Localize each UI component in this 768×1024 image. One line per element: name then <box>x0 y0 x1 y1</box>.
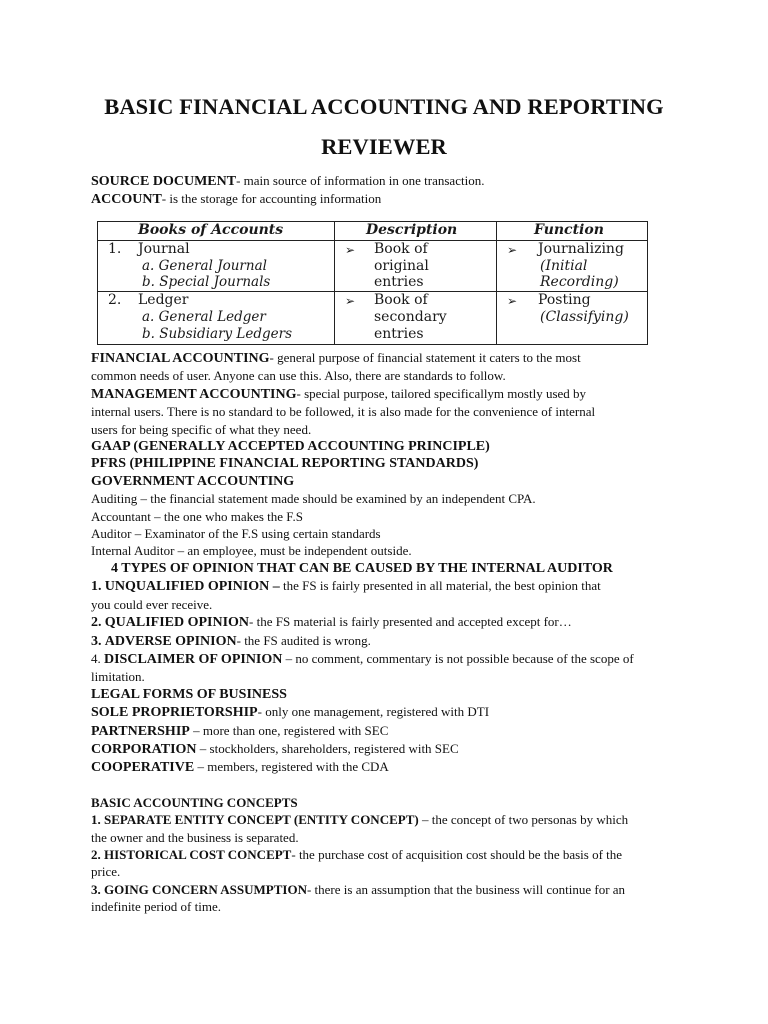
heading-government-accounting: GOVERNMENT ACCOUNTING <box>91 473 295 489</box>
table-column-divider <box>334 222 335 344</box>
concept-1-text-2: the owner and the business is separated. <box>91 829 299 845</box>
row2-description-3: entries <box>374 326 424 342</box>
intro-definitions <box>91 172 691 209</box>
term-sole-proprietorship: SOLE PROPRIETORSHIP <box>91 705 258 721</box>
opinion-1-term: UNQUALIFIED OPINION – <box>104 579 280 595</box>
auditor-line: Auditor – Examinator of the F.S using certain standards <box>91 526 381 542</box>
opinion-3-term: ADVERSE OPINION <box>104 633 237 649</box>
row2-function-2: (Classifying) <box>540 309 629 325</box>
concept-3-text-2: indefinite period of time. <box>91 899 221 915</box>
row2-subitem-a: a. General Ledger <box>142 309 266 325</box>
row1-function-arrow-icon: ➢ <box>507 243 518 257</box>
opinion-2-text: - the FS material is fairly presented and accepted except for… <box>249 614 572 630</box>
row1-description-3: entries <box>374 274 424 290</box>
def-management-accounting-1: - special purpose, tailored specificallym mostly used by <box>296 385 587 401</box>
opinion-1-number: 1. <box>91 579 102 595</box>
concept-2-text-2: price. <box>91 864 121 880</box>
heading-legal-forms: LEGAL FORMS OF BUSINESS <box>91 686 287 702</box>
row1-description-2: original <box>374 258 429 274</box>
def-source-document: - main source of information in one transaction. <box>236 173 485 188</box>
header-books-of-accounts: Books of Accounts <box>138 222 284 238</box>
concept-1-text: – the concept of two personas by which <box>418 812 629 828</box>
accountant-line: Accountant – the one who makes the F.S <box>91 508 303 524</box>
opinion-4-term: DISCLAIMER OF OPINION <box>104 651 283 667</box>
def-sole-proprietorship: - only one management, registered with DTI <box>257 704 490 720</box>
opinion-2-number: 2. <box>91 615 102 631</box>
term-corporation: CORPORATION <box>91 741 197 757</box>
books-of-accounts-table <box>97 221 648 345</box>
main-body <box>91 349 691 916</box>
row1-book: Journal <box>138 241 190 257</box>
row1-description-1: Book of <box>374 241 428 257</box>
row1-function-1: Journalizing <box>538 241 624 257</box>
opinion-1-text: the FS is fairly presented in all material, the best opinion that <box>279 578 601 594</box>
opinion-2-term: QUALIFIED OPINION <box>104 615 250 631</box>
table-column-divider <box>496 222 497 344</box>
concept-2-text: - the purchase cost of acquisition cost should be the basis of the <box>291 846 623 862</box>
row2-function-1: Posting <box>538 292 591 308</box>
row2-function-arrow-icon: ➢ <box>507 294 518 308</box>
header-description: Description <box>366 222 458 238</box>
def-management-accounting-3: users for being specific of what they need. <box>91 421 312 437</box>
opinion-4-text: – no comment, commentary is not possible because of the scope of <box>282 650 634 666</box>
opinion-4-number: 4. <box>91 650 101 666</box>
def-partnership: – more than one, registered with SEC <box>189 722 389 738</box>
opinion-3-number: 3. <box>91 633 102 649</box>
concept-3-text: - there is an assumption that the business will continue for an <box>306 881 626 897</box>
concept-3-term: 3. GOING CONCERN ASSUMPTION <box>91 881 307 897</box>
concept-1-term: 1. SEPARATE ENTITY CONCEPT (ENTITY CONCEPT) <box>91 812 419 828</box>
term-partnership: PARTNERSHIP <box>91 723 190 739</box>
def-financial-accounting-2: common needs of user. Anyone can use this. Also, there are standards to follow. <box>91 368 506 384</box>
def-corporation: – stockholders, shareholders, registered with SEC <box>196 740 459 756</box>
internal-auditor-line: Internal Auditor – an employee, must be independent outside. <box>91 543 412 559</box>
row1-subitem-b: b. Special Journals <box>142 274 271 290</box>
row2-description-arrow-icon: ➢ <box>345 294 356 308</box>
row2-description-2: secondary <box>374 309 447 325</box>
document-title-line2: REVIEWER <box>321 134 447 159</box>
row2-subitem-b: b. Subsidiary Ledgers <box>142 326 293 342</box>
document-title-line1: BASIC FINANCIAL ACCOUNTING AND REPORTING <box>104 94 664 119</box>
row1-number: 1. <box>108 241 122 257</box>
def-account: - is the storage for accounting information <box>161 191 382 207</box>
def-cooperative: – members, registered with the CDA <box>194 759 389 775</box>
blank-line <box>91 777 691 794</box>
term-source-document: SOURCE DOCUMENT <box>91 174 237 189</box>
term-management-accounting: MANAGEMENT ACCOUNTING <box>91 386 297 402</box>
heading-basic-accounting-concepts: BASIC ACCOUNTING CONCEPTS <box>91 794 298 810</box>
heading-gaap: GAAP (GENERALLY ACCEPTED ACCOUNTING PRINCIPLE) <box>91 439 490 455</box>
row2-book: Ledger <box>138 292 189 308</box>
row1-function-2: (Initial <box>540 258 588 274</box>
heading-pfrs: PFRS (PHILIPPINE FINANCIAL REPORTING STANDARDS) <box>91 456 479 472</box>
header-function: Function <box>534 222 604 238</box>
concept-2-term: 2. HISTORICAL COST CONCEPT <box>91 846 292 862</box>
row1-function-3: Recording) <box>540 274 619 290</box>
term-account: ACCOUNT <box>91 192 162 208</box>
def-financial-accounting-1: - general purpose of financial statement it caters to the most <box>269 350 581 365</box>
opinion-1-text-2: you could ever receive. <box>91 596 213 612</box>
row2-description-1: Book of <box>374 292 428 308</box>
opinion-3-text: - the FS audited is wrong. <box>236 632 371 648</box>
opinion-4-text-2: limitation. <box>91 669 145 685</box>
row2-number: 2. <box>108 292 122 308</box>
row1-subitem-a: a. General Journal <box>142 258 267 274</box>
term-financial-accounting: FINANCIAL ACCOUNTING <box>91 351 270 366</box>
auditing-line: Auditing – the financial statement made should be examined by an independent CPA. <box>91 491 536 507</box>
heading-types-of-opinion: 4 TYPES OF OPINION THAT CAN BE CAUSED BY THE INTERNAL AUDITOR <box>111 560 613 576</box>
row1-description-arrow-icon: ➢ <box>345 243 356 257</box>
term-cooperative: COOPERATIVE <box>91 760 195 776</box>
def-management-accounting-2: internal users. There is no standard to be followed, it is also made for the convenience of internal <box>91 404 596 420</box>
